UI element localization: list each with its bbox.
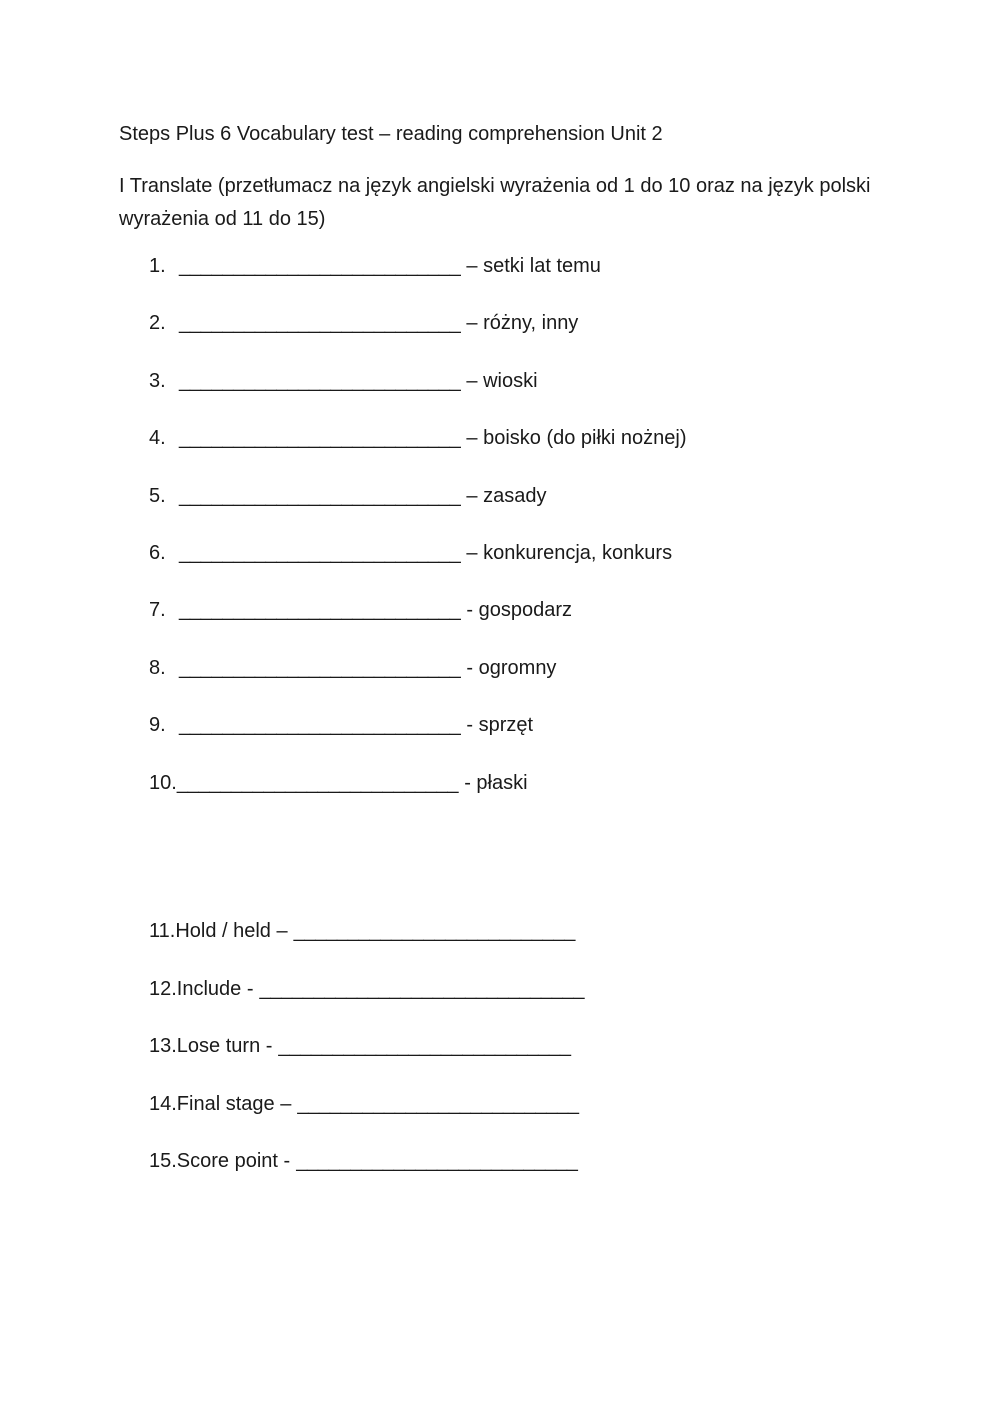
answer-blank[interactable]: ___________________________ xyxy=(278,1035,571,1058)
answer-blank[interactable]: __________________________ xyxy=(176,771,459,794)
item-number: 2. xyxy=(149,312,166,335)
item-number: 5. xyxy=(149,484,166,507)
item-number: 10. xyxy=(149,771,177,794)
answer-blank[interactable]: __________________________ xyxy=(297,1092,579,1115)
answer-blank[interactable]: __________________________ xyxy=(296,1150,578,1173)
list-item xyxy=(149,597,687,654)
list-item xyxy=(149,712,687,769)
list-item xyxy=(149,483,687,540)
item-gloss: – zasady xyxy=(466,484,547,507)
item-term: 15.Score point - xyxy=(149,1150,291,1173)
list-item xyxy=(149,1033,584,1091)
answer-blank[interactable]: __________________________ xyxy=(179,714,461,737)
list-item xyxy=(149,918,584,976)
item-number: 6. xyxy=(149,541,166,564)
item-term: 12.Include - xyxy=(149,977,254,1000)
item-gloss: - ogromny xyxy=(466,656,557,679)
answer-blank[interactable]: __________________________ xyxy=(179,656,461,679)
item-gloss: – boisko (do piłki nożnej) xyxy=(466,427,687,450)
list-item xyxy=(149,540,687,597)
list-item xyxy=(149,425,687,482)
item-gloss: – wioski xyxy=(466,369,538,392)
list-item xyxy=(149,310,687,367)
answer-blank[interactable]: __________________________ xyxy=(293,920,576,942)
answer-blank[interactable]: __________________________ xyxy=(179,541,461,564)
item-gloss: – różny, inny xyxy=(466,312,579,335)
translation-list-english-to-polish xyxy=(149,918,584,1206)
item-term: 13.Lose turn - xyxy=(149,1035,273,1058)
translation-list-polish-to-english xyxy=(149,253,687,827)
item-number: 1. xyxy=(149,255,166,277)
item-term: 11.Hold / held – xyxy=(149,920,288,942)
item-term: 14.Final stage – xyxy=(149,1092,292,1115)
instructions-text: I Translate (przetłumacz na język angielski wyrażenia od 1 do 10 oraz na język polski wyrażenia od 11 do 15) xyxy=(119,175,871,230)
answer-blank[interactable]: __________________________ xyxy=(179,599,461,622)
item-gloss: – konkurencja, konkurs xyxy=(466,541,673,564)
list-item xyxy=(149,368,687,425)
item-gloss: - płaski xyxy=(464,771,528,794)
item-number: 9. xyxy=(149,714,166,737)
answer-blank[interactable]: ______________________________ xyxy=(259,977,585,1000)
item-number: 4. xyxy=(149,427,166,450)
answer-blank[interactable]: __________________________ xyxy=(179,312,461,335)
answer-blank[interactable]: __________________________ xyxy=(179,427,461,450)
answer-blank[interactable]: __________________________ xyxy=(179,255,461,277)
list-item xyxy=(149,1091,584,1149)
item-gloss: - sprzęt xyxy=(466,714,534,737)
answer-blank[interactable]: __________________________ xyxy=(179,484,461,507)
list-item xyxy=(149,253,687,310)
answer-blank[interactable]: __________________________ xyxy=(179,369,461,392)
list-item xyxy=(149,1148,584,1206)
list-item xyxy=(149,655,687,712)
item-number: 7. xyxy=(149,599,166,622)
page-title: Steps Plus 6 Vocabulary test – reading comprehension Unit 2 xyxy=(119,123,663,145)
item-gloss: - gospodarz xyxy=(466,599,573,622)
item-gloss: – setki lat temu xyxy=(466,255,601,277)
item-number: 8. xyxy=(149,656,166,679)
list-item xyxy=(149,976,584,1034)
item-number: 3. xyxy=(149,369,166,392)
list-item xyxy=(149,770,687,827)
